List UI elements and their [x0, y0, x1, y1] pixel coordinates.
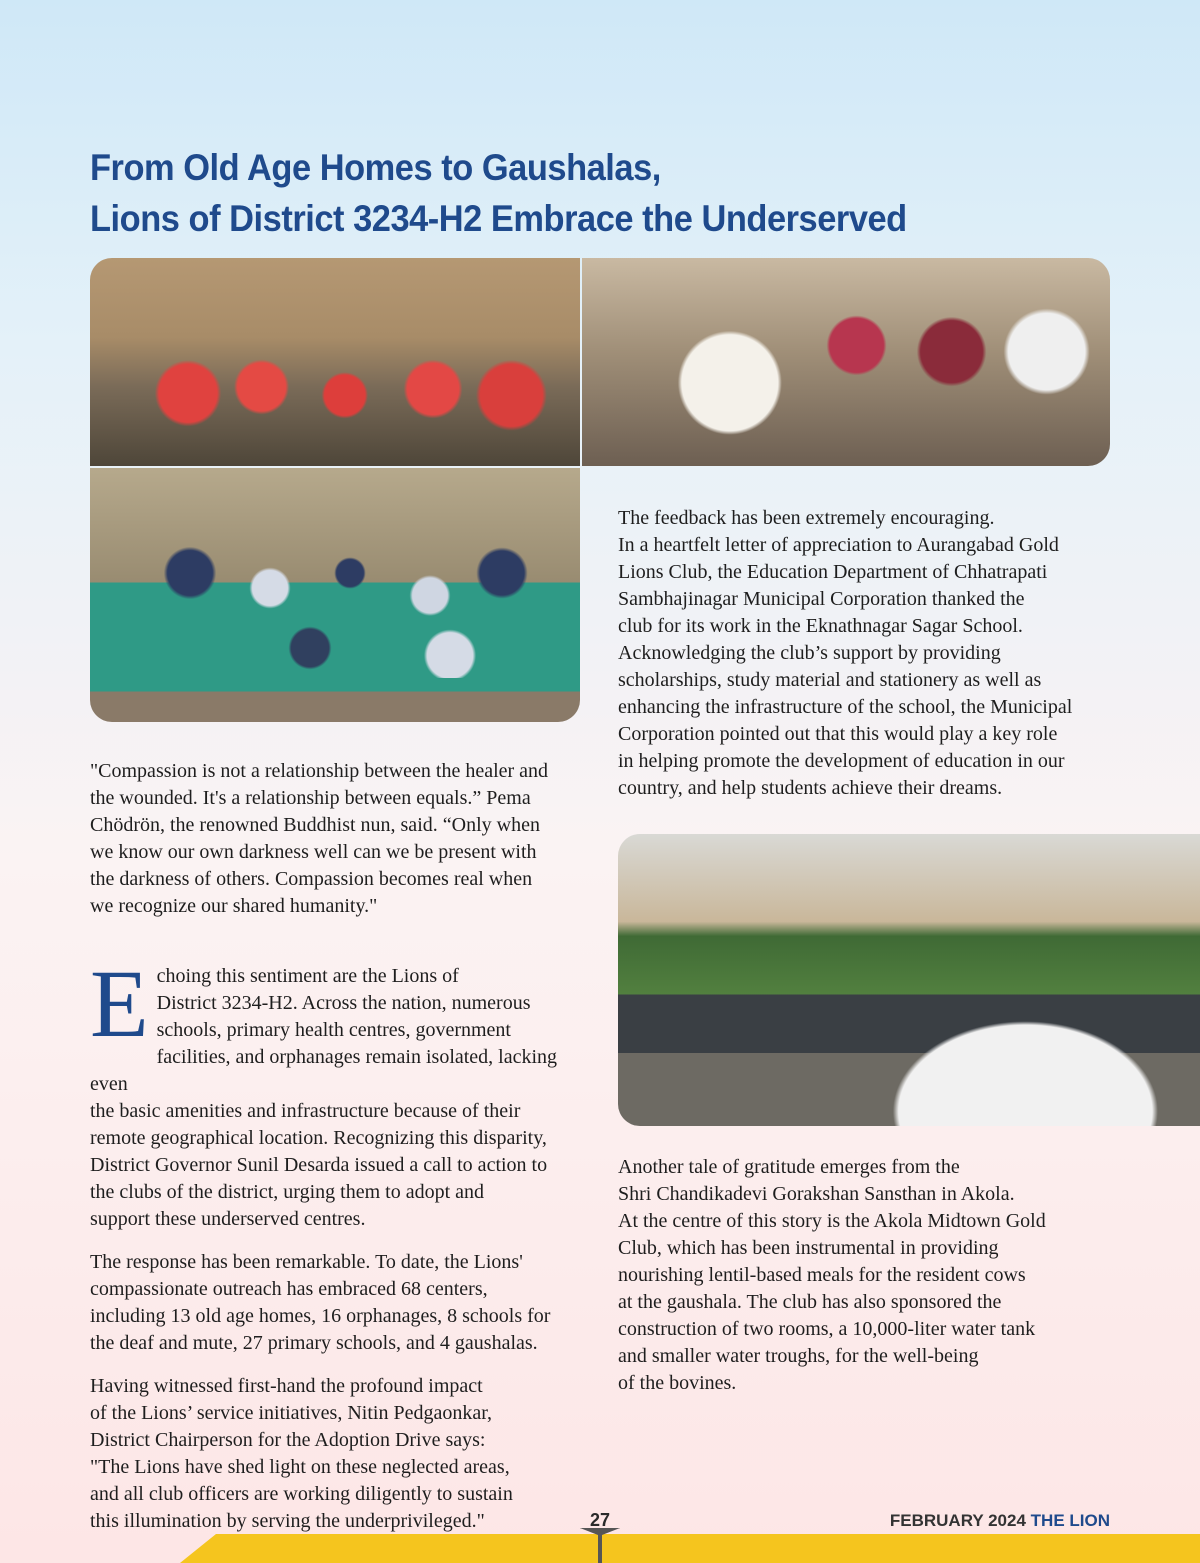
echo-text: choing this sentiment are the Lions of District 3234-H2. Across the nation, numerous schools, primary health centres, government facilities, and orphanages remain isolated, lacking even the basic amenities and infrastructure because of their remote geographical location. Recognizing this disparity, District Governor Sunil Desarda issued a call to action to the clubs of the district, urging them to adopt and support these underserved centres. [90, 965, 558, 1230]
response-paragraph: The response has been remarkable. To date, the Lions' compassionate outreach has embraced 68 centers, including 13 old age homes, 16 orphanages, 8 schools for the deaf and mute, 27 primary schools, and 4 gaushalas. [90, 1251, 551, 1354]
echo-paragraph [90, 936, 590, 1233]
witness-paragraph: Having witnessed first-hand the profound impact of the Lions’ service initiatives, Nitin Pedgaonkar, District Chairperson for the Adoption Drive says: "The Lions have shed light on these neglected areas, and all club officers are working diligently to sustain this illumination by serving the underprivileged." [90, 1375, 513, 1532]
right-column-bottom [618, 1154, 1118, 1413]
photo-students-with-trophies [90, 258, 580, 466]
headline-line-2: Lions of District 3234-H2 Embrace the Underserved [90, 198, 907, 239]
quote-paragraph: "Compassion is not a relationship between the healer and the wounded. It's a relationship between equals.” Pema Chödrön, the renowned Buddhist nun, said. “Only when we know our own darkness well can we be present with the darkness of others. Compassion becomes real when we recognize our shared humanity." [90, 760, 549, 917]
photo-students-meal [90, 468, 580, 722]
gratitude-paragraph: Another tale of gratitude emerges from the Shri Chandikadevi Gorakshan Sansthan in Akola. At the centre of this story is the Akola Midtown Gold Club, which has been instrumental in providing nourishing lentil-based meals for the resident cows at the gaushala. The club has also sponsored the construction of two rooms, a 10,000-liter water tank and smaller water troughs, for the well-being of the bovines. [618, 1156, 1046, 1394]
left-column [90, 758, 590, 1551]
photo-health-camp [582, 258, 1110, 466]
page-number: 27 [589, 1510, 611, 1530]
feedback-paragraph: The feedback has been extremely encouraging. In a heartfelt letter of appreciation to Aurangabad Gold Lions Club, the Education Department of Chhatrapati Sambhajinagar Municipal Corporation thanked the club for its work in the Eknathnagar Sagar School. Acknowledging the club’s support by providing scholarships, study material and stationery as well as enhancing the infrastructure of the school, the Municipal Corporation pointed out that this would play a key role in helping promote the development of education in our country, and help students achieve their dreams. [618, 507, 1073, 799]
photo-gaushala-donation [618, 834, 1200, 1126]
issue-label [890, 1511, 1110, 1531]
issue-date: FEBRUARY 2024 [889, 1511, 1026, 1530]
magazine-name: THE LION [1030, 1511, 1110, 1530]
right-column-top [618, 505, 1118, 818]
drop-cap: E [90, 950, 149, 1057]
headline-line-1: From Old Age Homes to Gaushalas, [90, 147, 661, 188]
article-headline [90, 142, 1039, 244]
